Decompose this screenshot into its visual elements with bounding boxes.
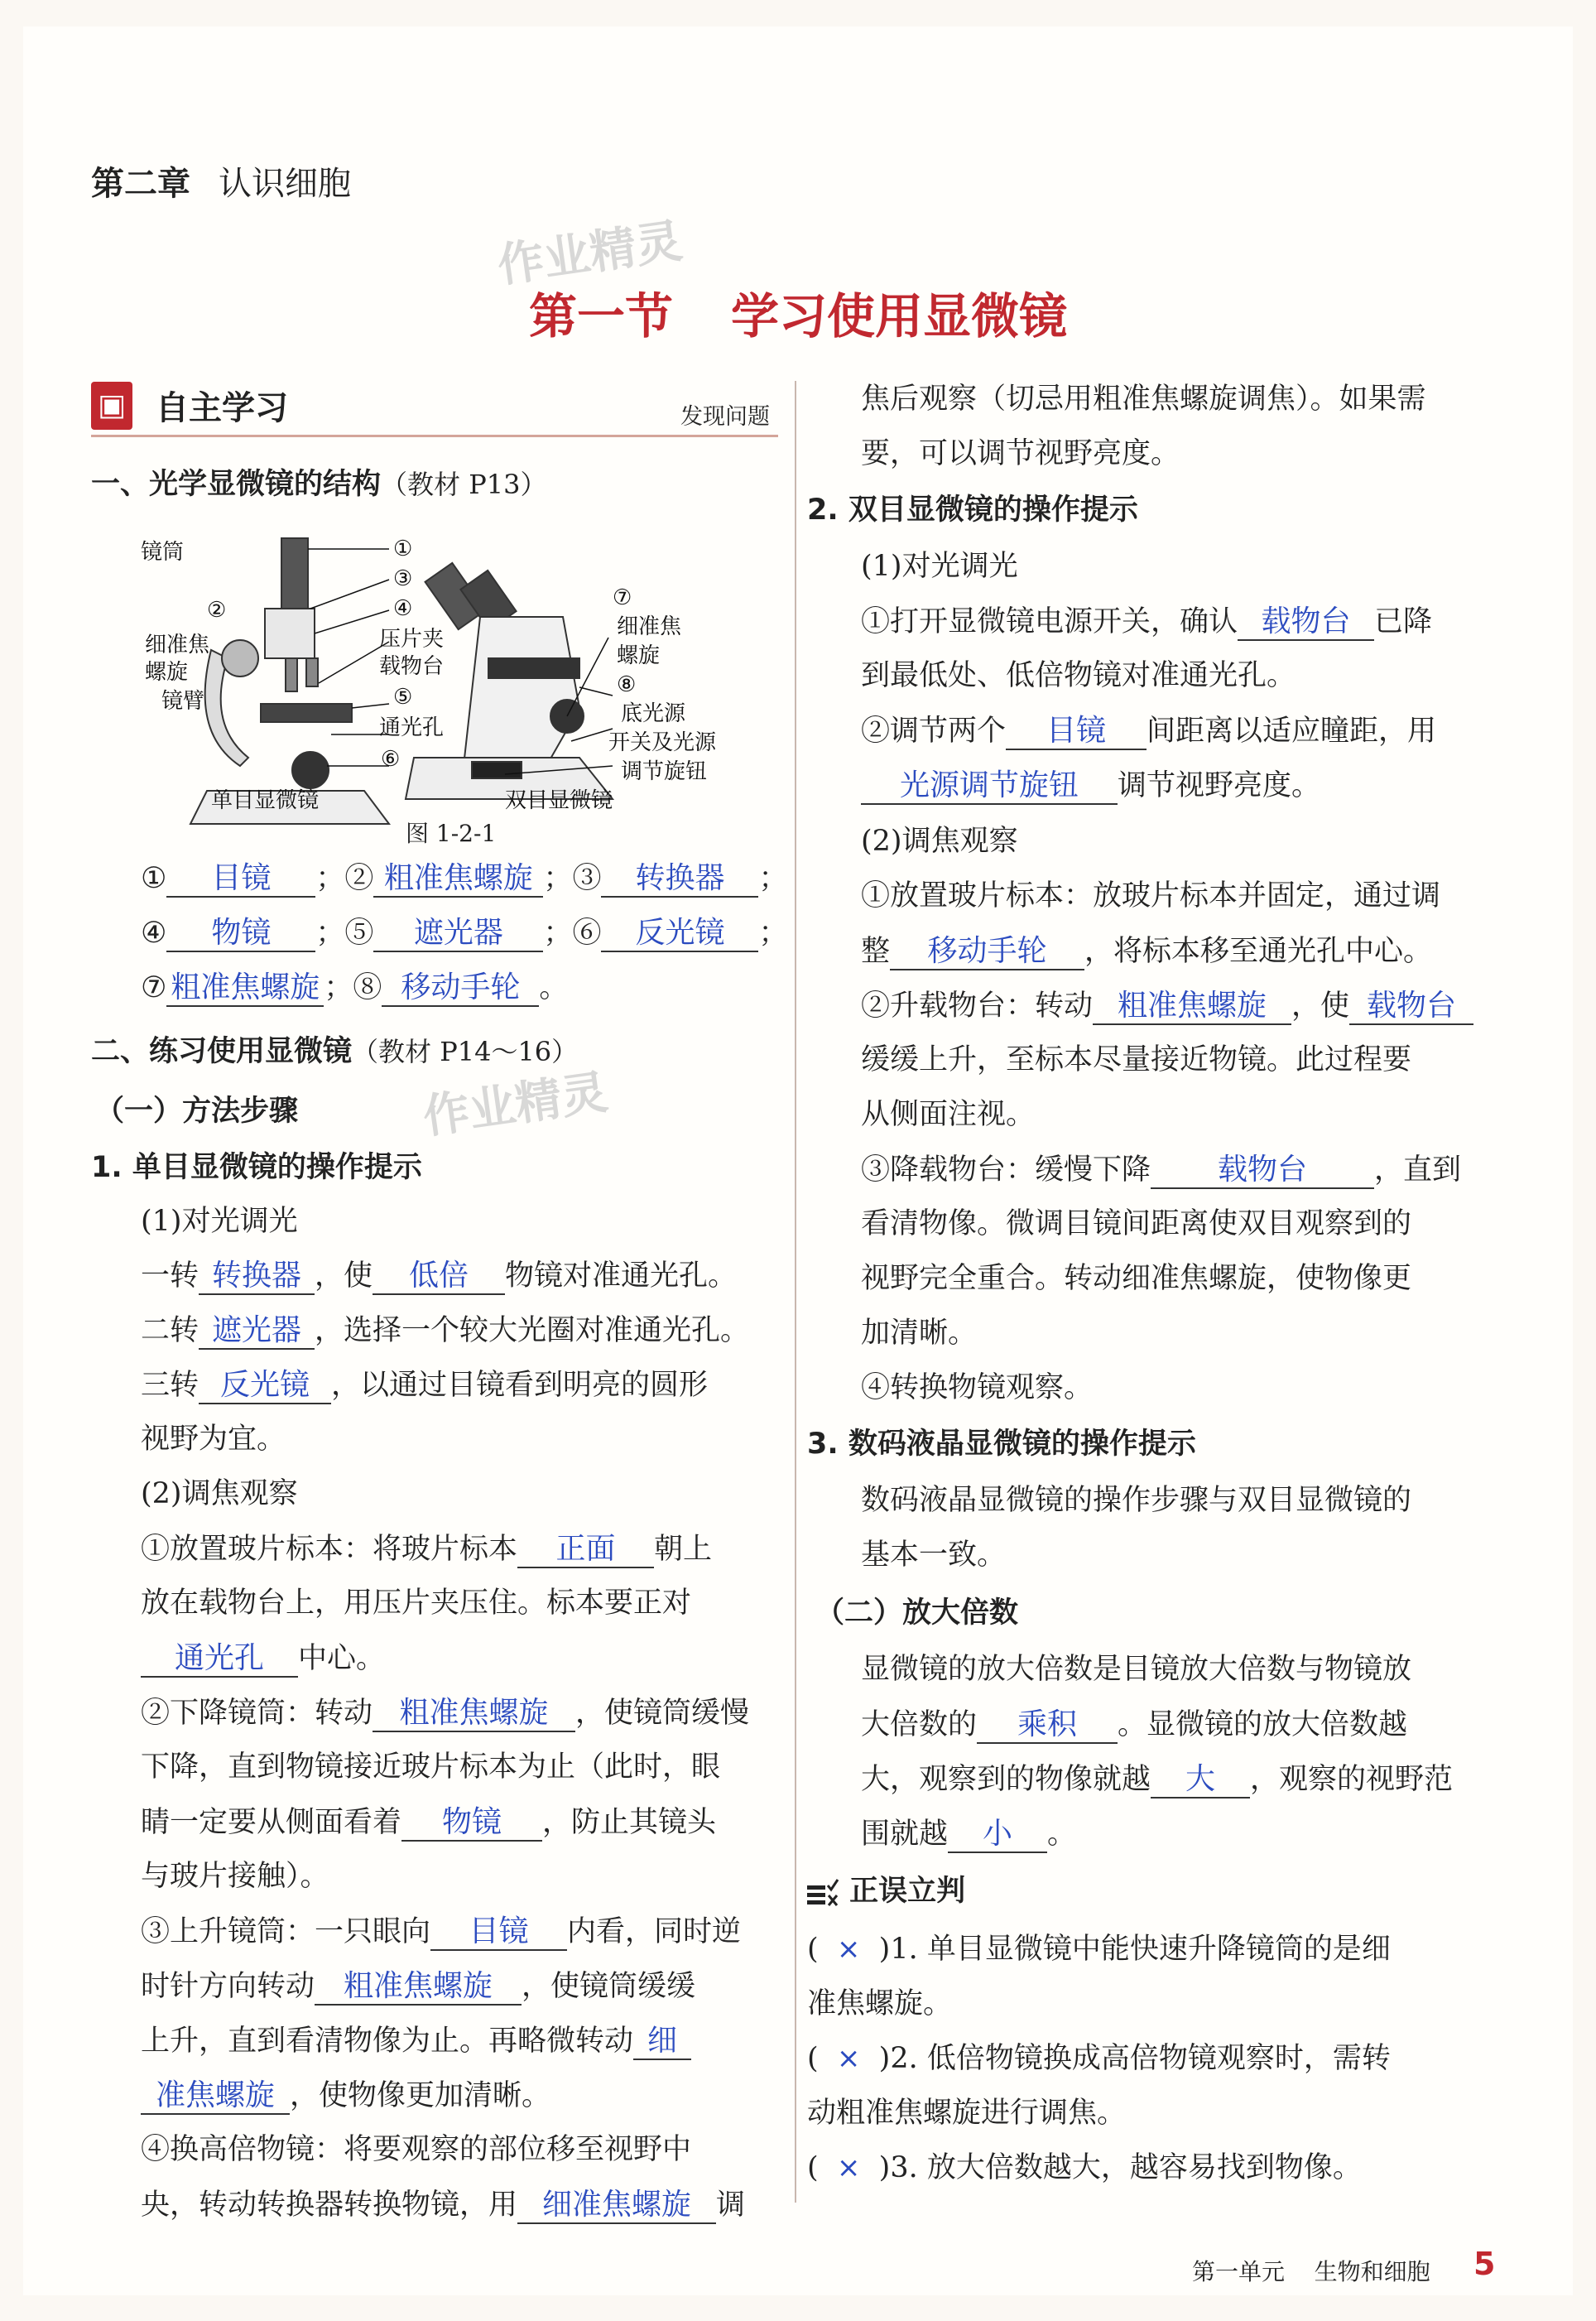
text-line: 到最低处、低倍物镜对准通光孔。 — [861, 659, 1296, 692]
judge-title: 正误立判 — [849, 1875, 966, 1908]
label-jingbi: 镜臂 — [161, 689, 205, 714]
chapter-number: 第二章 — [91, 165, 190, 203]
text-line: 上升，直到看清物像为止。再略微转动 细 — [141, 2024, 691, 2060]
left-caption: 单目显微镜 — [211, 788, 320, 813]
label-xizhun: 细准焦 — [145, 633, 210, 657]
label-n6: ⑥ — [381, 747, 401, 772]
judge-item-cont: 准焦螺旋。 — [807, 1987, 953, 2020]
text-line: 焦后观察（切忌用粗准焦螺旋调焦）。如果需 — [861, 383, 1426, 416]
judge-item: ( × )1. 单目显微镜中能快速升降镜筒的是细 — [807, 1933, 1391, 1966]
step-focus: (2)调焦观察 — [141, 1477, 298, 1510]
chapter-heading — [91, 157, 351, 205]
part2-heading: 二、练习使用显微镜（教材 P14～16） — [91, 1035, 579, 1068]
answers-row-1: ① 目镜 ；② 粗准焦螺旋 ；③ 转换器 ； — [141, 861, 787, 898]
part1-ref: （教材 P13） — [381, 469, 547, 500]
text-line: 看清物像。微调目镜间距离使双目观察到的 — [861, 1207, 1412, 1240]
text-line: ④转换物镜观察。 — [861, 1371, 1094, 1404]
text-line: ②下降镜筒：转动 粗准焦螺旋 ，使镜筒缓慢 — [141, 1696, 749, 1732]
text-line: ③上升镜筒：一只眼向 目镜 内看，同时逆 — [141, 1914, 741, 1951]
text-line: ②升载物台：转动 粗准焦螺旋 ，使 载物台 — [861, 989, 1473, 1025]
label-luoxuan2: 螺旋 — [617, 643, 661, 668]
step-focus: (2)调焦观察 — [861, 825, 1018, 858]
answer-blank: 物镜 — [166, 916, 315, 952]
subheading-steps: （一）方法步骤 — [95, 1095, 299, 1128]
right-caption: 双目显微镜 — [505, 788, 613, 813]
text-line: 下降，直到物镜接近玻片标本为止（此时，眼 — [141, 1750, 721, 1784]
text-line: 数码液晶显微镜的操作步骤与双目显微镜的 — [861, 1484, 1412, 1517]
answers-row-3: ⑦ 粗准焦螺旋 ；⑧ 移动手轮 。 — [141, 970, 568, 1007]
label-n2: ② — [207, 598, 227, 623]
text-line: ②调节两个 目镜 间距离以适应瞳距，用 — [861, 714, 1436, 750]
text-line: 显微镜的放大倍数是目镜放大倍数与物镜放 — [861, 1653, 1412, 1686]
watermark: 作业精灵 — [494, 214, 686, 294]
label-n8: ⑧ — [617, 672, 637, 697]
label-jingtong: 镜筒 — [141, 540, 185, 565]
column-divider — [795, 381, 796, 2203]
step-adjust-light: (1)对光调光 — [861, 550, 1018, 583]
text-line: 与玻片接触）。 — [141, 1860, 329, 1893]
answer-blank: 遮光器 — [373, 916, 543, 952]
microscope-figure — [116, 518, 762, 857]
text-line: 整 移动手轮 ，将标本移至通光孔中心。 — [861, 934, 1432, 970]
judge-item: ( × )2. 低倍物镜换成高倍物镜观察时，需转 — [807, 2042, 1391, 2075]
text-line: 缓缓上升，至标本尽量接近物镜。此过程要 — [861, 1043, 1412, 1076]
text-line: 视野为宜。 — [141, 1423, 286, 1456]
item1-heading: 1. 单目显微镜的操作提示 — [91, 1151, 422, 1184]
label-luoxuan: 螺旋 — [145, 660, 189, 685]
judge-item: ( × )3. 放大倍数越大，越容易找到物像。 — [807, 2151, 1362, 2184]
text-line: 视野完全重合。转动细准焦螺旋，使物像更 — [861, 1262, 1412, 1295]
monocular-microscope-image — [190, 538, 389, 824]
label-n1: ① — [393, 537, 413, 561]
section-name: 学习使用显微镜 — [731, 288, 1068, 344]
text-line: 一转 转换器 ，使 低倍 物镜对准通光孔。 — [141, 1259, 737, 1295]
label-tiaojie: 调节旋钮 — [621, 759, 708, 784]
text-line: 二转 遮光器 ，选择一个较大光圈对准通光孔。 — [141, 1313, 749, 1350]
subheading-magnification: （二）放大倍数 — [815, 1596, 1019, 1630]
section-title — [0, 277, 1596, 347]
answer-blank: 目镜 — [166, 861, 315, 898]
figure-caption: 图 1-2-1 — [406, 820, 497, 847]
answer-blank: 移动手轮 — [382, 970, 539, 1007]
text-line: ④换高倍物镜：将要观察的部位移至视野中 — [141, 2133, 692, 2166]
text-line: 从侧面注视。 — [861, 1098, 1036, 1131]
page-number: 5 — [1473, 2246, 1496, 2282]
text-line: 围就越 小 。 — [861, 1817, 1076, 1853]
label-n5: ⑤ — [393, 685, 413, 710]
part1-heading-text: 一、光学显微镜的结构 — [91, 468, 382, 501]
text-line: 要，可以调节视野亮度。 — [861, 437, 1180, 470]
text-line: 大，观察到的物像就越 大 ，观察的视野范 — [861, 1762, 1453, 1799]
text-line: 睛一定要从侧面看着 物镜 ，防止其镜头 — [141, 1805, 716, 1842]
judge-item-cont: 动粗准焦螺旋进行调焦。 — [807, 2097, 1127, 2130]
study-box-header — [91, 377, 778, 437]
text-line: 加清晰。 — [861, 1317, 978, 1350]
text-line: ①放置玻片标本：放玻片标本并固定，通过调 — [861, 879, 1441, 913]
label-kaiguan: 开关及光源 — [608, 730, 717, 755]
text-line: ①打开显微镜电源开关，确认 载物台 已降 — [861, 604, 1432, 641]
label-zaiwutai: 载物台 — [379, 654, 445, 679]
watermark: 作业精灵 — [420, 1065, 612, 1145]
text-line: 央，转动转换器转换物镜，用 细准焦螺旋 调 — [141, 2188, 745, 2224]
binocular-microscope-image — [406, 563, 613, 799]
label-n3: ③ — [393, 566, 413, 591]
book-icon: ▣ — [91, 382, 132, 430]
text-line: 准焦螺旋 ，使物像更加清晰。 — [141, 2078, 550, 2115]
answer-blank: 粗准焦螺旋 — [373, 861, 543, 898]
label-diguangyuan: 底光源 — [621, 701, 686, 726]
label-n4: ④ — [393, 596, 413, 621]
section-number: 第一节 — [528, 288, 673, 344]
label-tongguangkong: 通光孔 — [379, 715, 445, 740]
text-line: 光源调节旋钮 调节视野亮度。 — [861, 768, 1320, 805]
item2-heading: 2. 双目显微镜的操作提示 — [807, 494, 1138, 527]
label-yapianjia: 压片夹 — [379, 627, 445, 652]
study-box-tag: 发现问题 — [680, 404, 770, 430]
study-box-title: 自主学习 — [156, 389, 288, 427]
text-line: ③降载物台：缓慢下降 载物台 ，直到 — [861, 1153, 1461, 1189]
text-line: 大倍数的 乘积 。显微镜的放大倍数越 — [861, 1707, 1407, 1744]
text-line: 三转 反光镜 ，以通过目镜看到明亮的圆形 — [141, 1368, 708, 1404]
footer-unit: 第一单元 生物和细胞 — [1192, 2258, 1430, 2285]
label-n7: ⑦ — [613, 585, 632, 610]
text-line: 放在载物台上，用压片夹压住。标本要正对 — [141, 1587, 692, 1620]
label-xizhunjiao: 细准焦 — [617, 614, 682, 639]
chapter-name: 认识细胞 — [219, 165, 351, 203]
text-line: 时针方向转动 粗准焦螺旋 ，使镜筒缓缓 — [141, 1969, 695, 2006]
check-cross-icon — [807, 1879, 840, 1907]
judge-heading — [807, 1875, 965, 1908]
answer-blank: 转换器 — [601, 861, 758, 898]
answer-blank: 反光镜 — [601, 916, 758, 952]
step-adjust-light: (1)对光调光 — [141, 1205, 298, 1238]
text-line: ①放置玻片标本：将玻片标本 正面 朝上 — [141, 1532, 712, 1568]
item3-heading: 3. 数码液晶显微镜的操作提示 — [807, 1428, 1196, 1461]
answers-row-2: ④ 物镜 ；⑤ 遮光器 ；⑥ 反光镜 ； — [141, 916, 787, 952]
answer-blank: 粗准焦螺旋 — [166, 970, 324, 1007]
text-line: 通光孔 中心。 — [141, 1641, 385, 1678]
part1-heading — [91, 468, 546, 501]
text-line: 基本一致。 — [861, 1539, 1007, 1572]
